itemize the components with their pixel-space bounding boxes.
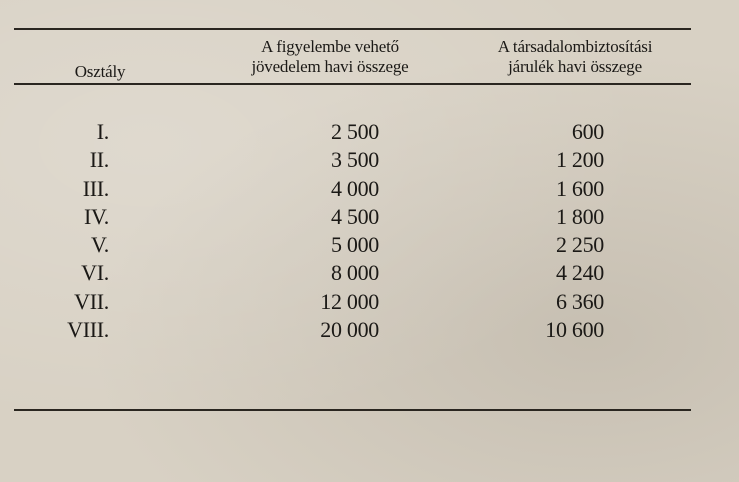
class-cell: VIII. <box>67 317 109 343</box>
table-top-rule <box>14 28 691 30</box>
table-header-rule <box>14 83 691 85</box>
contribution-cell: 1 200 <box>555 147 604 173</box>
contribution-cell: 4 240 <box>555 260 604 286</box>
income-cell: 5 000 <box>330 232 379 258</box>
income-cell: 4 500 <box>330 203 379 229</box>
income-cell: 4 000 <box>330 175 379 201</box>
header-class <box>40 62 160 82</box>
class-cell: III. <box>82 175 109 201</box>
table-row <box>0 231 739 259</box>
contribution-cell: 600 <box>571 119 604 144</box>
table-row <box>0 259 739 287</box>
contribution-cell: 2 250 <box>555 232 604 258</box>
class-cell: IV. <box>84 203 109 229</box>
contribution-cell: 10 600 <box>545 317 604 343</box>
contribution-cell: 6 360 <box>555 288 604 314</box>
contribution-cell: 1 800 <box>555 203 604 229</box>
table-body <box>0 118 739 344</box>
class-cell: II. <box>89 147 109 173</box>
income-cell: 20 000 <box>320 317 379 343</box>
table-row <box>0 203 739 231</box>
header-income <box>210 37 450 77</box>
table-row <box>0 288 739 316</box>
income-cell: 8 000 <box>330 260 379 286</box>
header-income-line2: jövedelem havi összege <box>251 57 409 76</box>
class-cell: I. <box>96 119 109 144</box>
class-cell: V. <box>91 232 109 258</box>
income-cell: 12 000 <box>320 288 379 314</box>
header-contribution-line2: járulék havi összege <box>508 57 642 76</box>
income-cell: 3 500 <box>330 147 379 173</box>
header-income-line1: A figyelembe vehető <box>261 37 399 56</box>
header-class-label: Osztály <box>74 62 126 81</box>
income-cell: 2 500 <box>330 119 379 144</box>
class-cell: VI. <box>81 260 109 286</box>
table-row <box>0 316 739 344</box>
table-bottom-rule <box>14 409 691 411</box>
table-row <box>0 175 739 203</box>
table-row <box>0 118 739 146</box>
class-cell: VII. <box>74 288 109 314</box>
table-row <box>0 146 739 174</box>
contribution-cell: 1 600 <box>555 175 604 201</box>
header-contribution <box>450 37 700 77</box>
header-contribution-line1: A társadalombiztosítási <box>497 37 653 56</box>
